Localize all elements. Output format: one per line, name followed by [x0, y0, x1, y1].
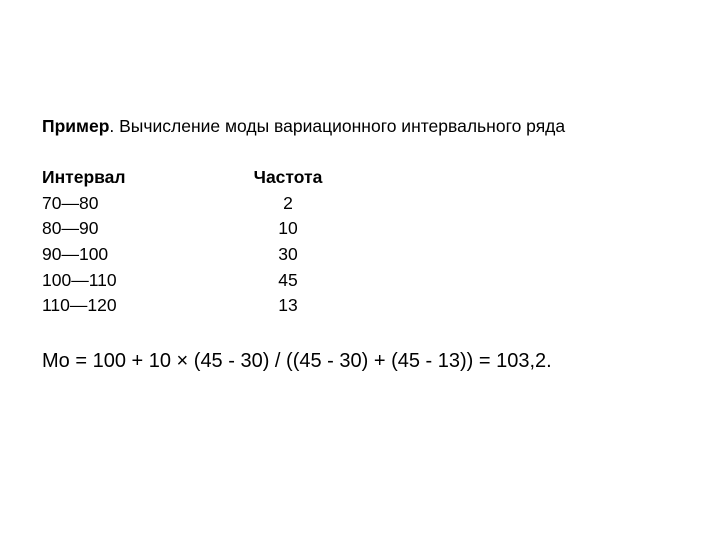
frequency-cell: 13 — [278, 295, 298, 316]
table-row — [42, 191, 342, 217]
example-heading — [42, 114, 565, 138]
interval-column-header: Интервал — [42, 167, 126, 187]
table-header-row — [42, 165, 342, 191]
heading-bold-label: Пример — [42, 116, 110, 136]
heading-text: . Вычисление моды вариационного интервального ряда — [109, 116, 566, 136]
table-row — [42, 242, 342, 268]
interval-cell: 90—100 — [42, 244, 109, 265]
table-row — [42, 216, 342, 242]
frequency-table — [42, 165, 342, 319]
interval-cell: 100—110 — [42, 269, 117, 290]
table-row — [42, 293, 342, 319]
interval-cell: 70—80 — [42, 192, 99, 213]
interval-cell: 80—90 — [42, 218, 99, 239]
frequency-cell: 10 — [278, 218, 298, 239]
frequency-cell: 2 — [283, 192, 293, 213]
frequency-cell: 30 — [278, 244, 298, 265]
frequency-cell: 45 — [278, 269, 298, 290]
mode-formula: Mo = 100 + 10 × (45 - 30) / ((45 - 30) + (45 - 13)) = 103,2. — [42, 350, 552, 372]
frequency-column-header: Частота — [253, 167, 323, 187]
table-row — [42, 268, 342, 294]
interval-cell: 110—120 — [42, 295, 117, 316]
